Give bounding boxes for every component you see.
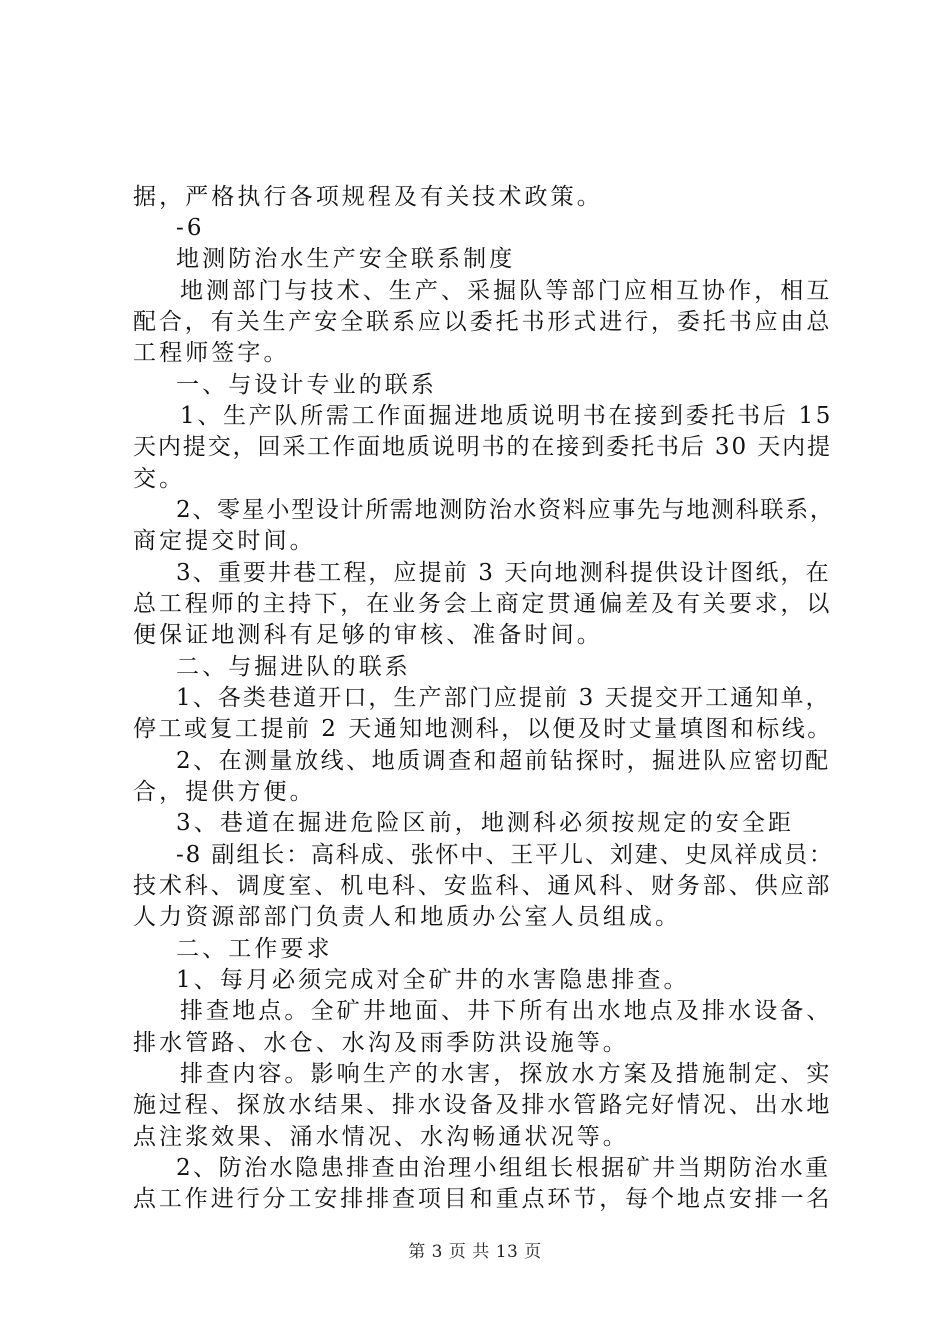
text-line: 排查地点。全矿井地面、井下所有出水地点及排水设备、 bbox=[180, 998, 833, 1024]
text-line: 商定提交时间。 bbox=[133, 528, 316, 554]
text-line: 1、各类巷道开口，生产部门应提前 3 天提交开工通知单， bbox=[176, 685, 831, 711]
text-line: 技术科、调度室、机电科、安监科、通风科、财务部、供应部 bbox=[133, 873, 833, 899]
text-line: 点注浆效果、涌水情况、水沟畅通状况等。 bbox=[133, 1124, 629, 1150]
text-line: 排查内容。影响生产的水害，探放水方案及措施制定、实 bbox=[180, 1061, 833, 1087]
section-heading: 二、与掘进队的联系 bbox=[176, 654, 411, 680]
text-line: 3、巷道在掘进危险区前，地测科必须按规定的安全距 bbox=[176, 810, 795, 836]
text-line: 3、重要井巷工程，应提前 3 天向地测科提供设计图纸，在 bbox=[176, 560, 831, 586]
section-title: 地测防治水生产安全联系制度 bbox=[176, 246, 516, 272]
page-number-footer: 第 3 页 共 13 页 bbox=[408, 1242, 542, 1262]
section-heading: 二、工作要求 bbox=[176, 936, 333, 962]
text-line: 工程师签字。 bbox=[133, 340, 290, 366]
section-heading: 一、与设计专业的联系 bbox=[176, 372, 437, 398]
text-line: 1、每月必须完成对全矿井的水害隐患排查。 bbox=[176, 967, 690, 993]
text-line: 配合，有关生产安全联系应以委托书形式进行，委托书应由总 bbox=[133, 309, 833, 335]
text-line: -6 bbox=[176, 215, 205, 241]
text-line: 合，提供方便。 bbox=[133, 779, 316, 805]
text-line: 据，严格执行各项规程及有关技术政策。 bbox=[133, 184, 603, 210]
text-line: 交。 bbox=[133, 466, 186, 492]
text-line: 地测部门与技术、生产、采掘队等部门应相互协作，相互 bbox=[180, 278, 833, 304]
text-line: 点工作进行分工安排排查项目和重点环节，每个地点安排一名 bbox=[133, 1186, 833, 1212]
text-line: 人力资源部部门负责人和地质办公室人员组成。 bbox=[133, 904, 682, 930]
text-line: 1、生产队所需工作面掘进地质说明书在接到委托书后 15 bbox=[180, 403, 834, 429]
text-line: 2、在测量放线、地质调查和超前钻探时，掘进队应密切配 bbox=[176, 748, 831, 774]
text-line: 2、防治水隐患排查由治理小组组长根据矿井当期防治水重 bbox=[176, 1155, 831, 1181]
text-line: -8 副组长：高科成、张怀中、王平儿、刘建、史凤祥成员： bbox=[176, 842, 834, 868]
text-line: 总工程师的主持下，在业务会上商定贯通偏差及有关要求，以 bbox=[133, 591, 833, 617]
text-line: 停工或复工提前 2 天通知地测科，以便及时丈量填图和标线。 bbox=[133, 716, 833, 742]
text-line: 2、零星小型设计所需地测防治水资料应事先与地测科联系， bbox=[176, 497, 835, 523]
text-line: 便保证地测科有足够的审核、准备时间。 bbox=[133, 622, 603, 648]
text-line: 天内提交，回采工作面地质说明书的在接到委托书后 30 天内提 bbox=[133, 434, 832, 460]
text-line: 施过程、探放水结果、排水设备及排水管路完好情况、出水地 bbox=[133, 1092, 833, 1118]
text-line: 排水管路、水仓、水沟及雨季防洪设施等。 bbox=[133, 1030, 629, 1056]
